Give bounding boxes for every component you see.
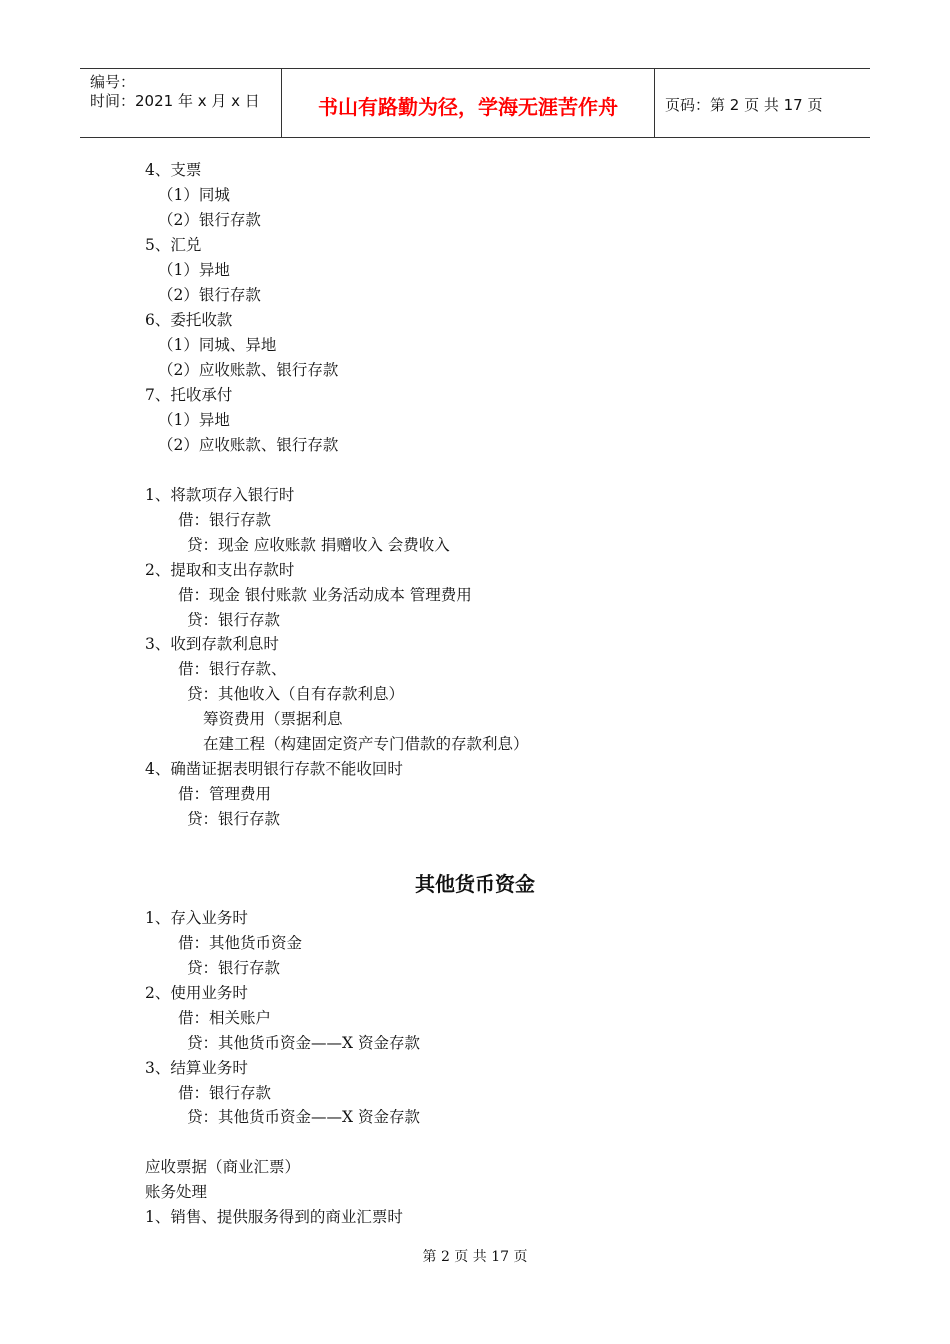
section-title: 其他货币资金 bbox=[415, 872, 535, 896]
list-item: 4、确凿证据表明银行存款不能收回时 bbox=[145, 760, 403, 778]
list-item: （1）同城 bbox=[158, 186, 230, 204]
list-item: 贷：银行存款 bbox=[187, 810, 281, 828]
list-item: 2、使用业务时 bbox=[145, 984, 248, 1002]
list-item: （2）应收账款、银行存款 bbox=[158, 361, 339, 379]
list-item: 贷：其他货币资金——X 资金存款 bbox=[187, 1034, 420, 1052]
list-item: 3、收到存款利息时 bbox=[145, 635, 279, 653]
list-item: 1、销售、提供服务得到的商业汇票时 bbox=[145, 1208, 403, 1226]
list-item: 账务处理 bbox=[145, 1183, 208, 1201]
list-item: 应收票据（商业汇票） bbox=[145, 1158, 301, 1176]
list-item: （1）异地 bbox=[158, 261, 230, 279]
list-item: （2）应收账款、银行存款 bbox=[158, 436, 339, 454]
list-item: 借：银行存款 bbox=[178, 1084, 272, 1102]
list-item: 借：现金 银付账款 业务活动成本 管理费用 bbox=[178, 586, 472, 604]
list-item: 3、结算业务时 bbox=[145, 1059, 248, 1077]
list-item: （2）银行存款 bbox=[158, 211, 261, 229]
list-item: 1、将款项存入银行时 bbox=[145, 486, 295, 504]
header-divider-right bbox=[654, 69, 655, 137]
list-item: 贷：现金 应收账款 捐赠收入 会费收入 bbox=[187, 536, 450, 554]
header-motto: 书山有路勤为径，学海无涯苦作舟 bbox=[318, 95, 618, 119]
list-item: 贷：其他收入（自有存款利息） bbox=[187, 685, 405, 703]
code-label: 编号： bbox=[90, 73, 136, 91]
list-item: 借：银行存款、 bbox=[178, 660, 287, 678]
list-item: 借：银行存款 bbox=[178, 511, 272, 529]
header-page-code: 页码：第 2 页 共 17 页 bbox=[665, 96, 823, 114]
list-item: 贷：银行存款 bbox=[187, 611, 281, 629]
list-item: 借：相关账户 bbox=[178, 1009, 272, 1027]
list-item: 贷：其他货币资金——X 资金存款 bbox=[187, 1108, 420, 1126]
list-item: 筹资费用（票据利息 bbox=[203, 710, 343, 728]
list-item: （1）异地 bbox=[158, 411, 230, 429]
list-item: 6、委托收款 bbox=[145, 311, 233, 329]
date-label: 时间：2021 年 x 月 x 日 bbox=[90, 92, 260, 110]
list-item: （1）同城、异地 bbox=[158, 336, 277, 354]
list-item: 5、汇兑 bbox=[145, 236, 202, 254]
list-item: 1、存入业务时 bbox=[145, 909, 248, 927]
list-item: 借：其他货币资金 bbox=[178, 934, 303, 952]
list-item: （2）银行存款 bbox=[158, 286, 261, 304]
list-item: 借：管理费用 bbox=[178, 785, 272, 803]
page-footer: 第 2 页 共 17 页 bbox=[422, 1249, 528, 1265]
list-item: 在建工程（构建固定资产专门借款的存款利息） bbox=[203, 735, 529, 753]
list-item: 2、提取和支出存款时 bbox=[145, 561, 295, 579]
list-item: 4、支票 bbox=[145, 161, 202, 179]
list-item: 7、托收承付 bbox=[145, 386, 233, 404]
document-header bbox=[80, 68, 870, 138]
list-item: 贷：银行存款 bbox=[187, 959, 281, 977]
header-meta bbox=[90, 73, 260, 111]
